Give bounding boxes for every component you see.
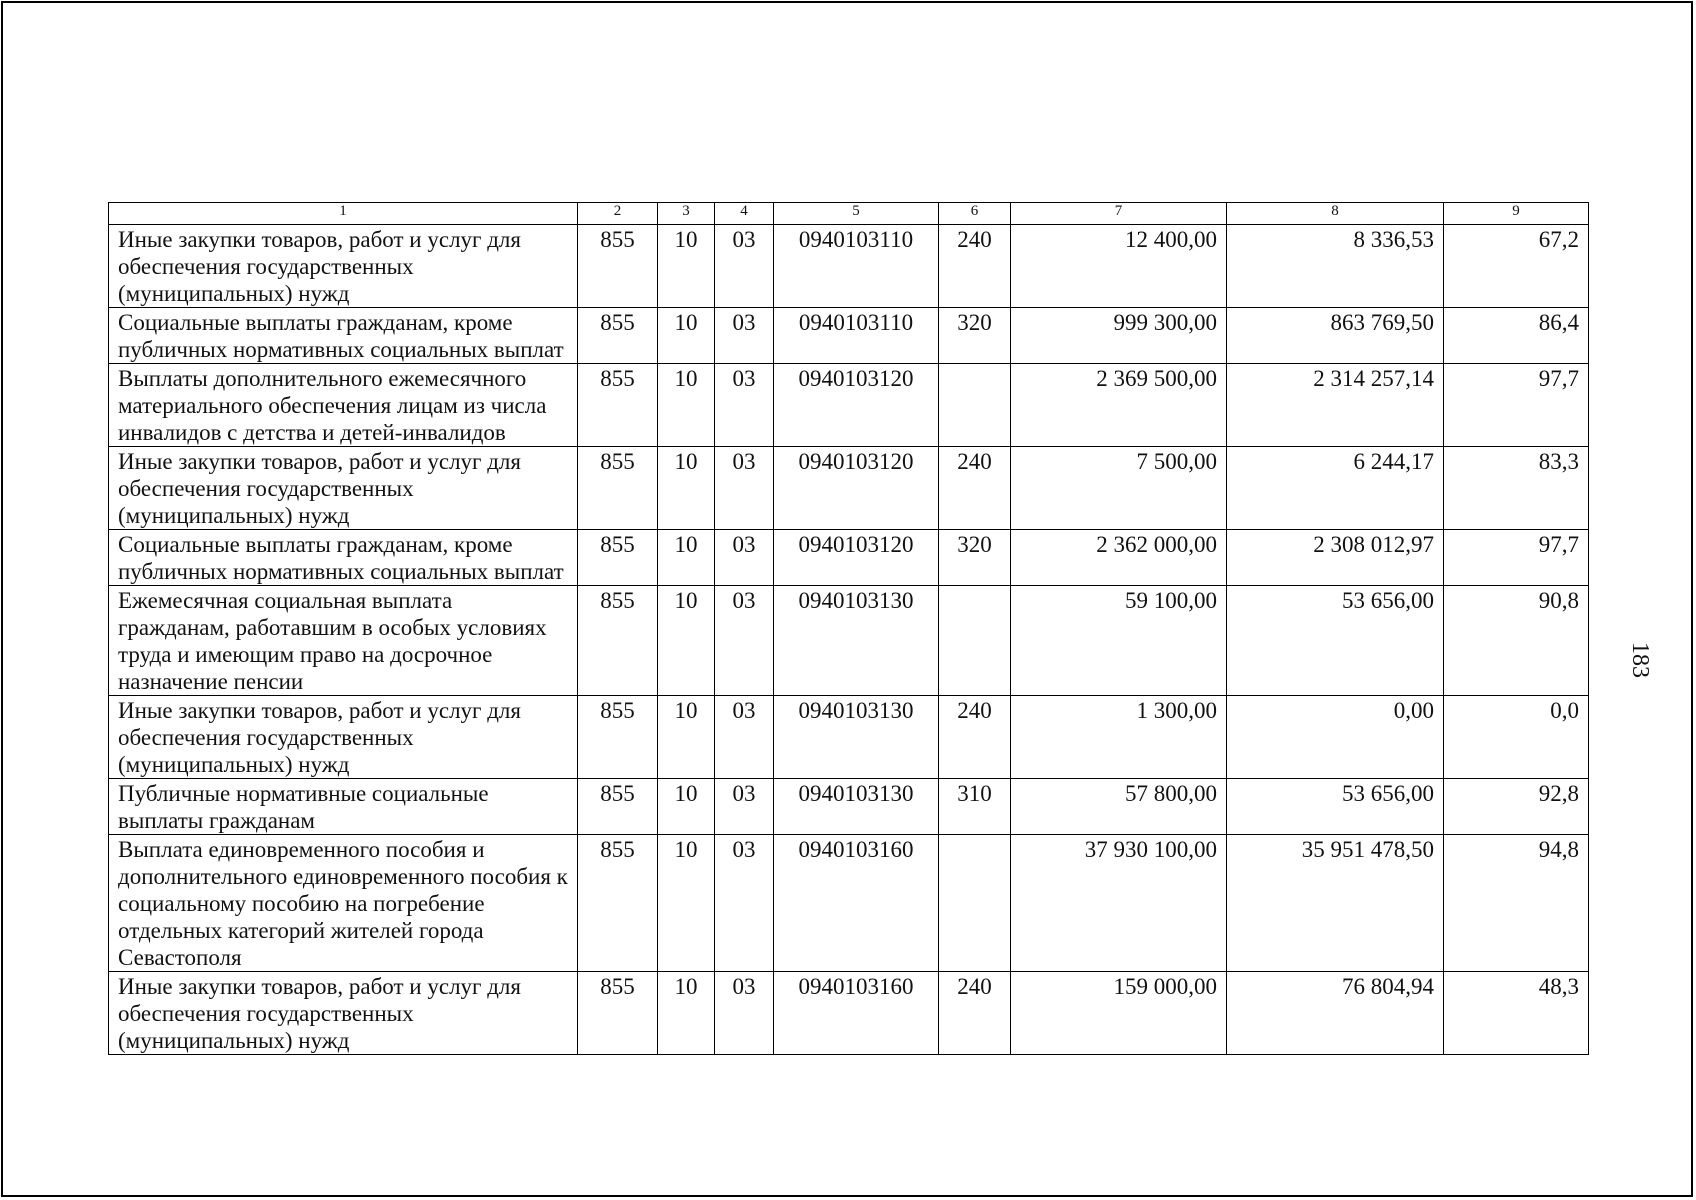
row-name: Ежемесячная социальная выплата гражданам, работавшим в особых условиях труда и имеющим право на досрочное назначение пенсии [109, 586, 578, 696]
cell-executed: 8 336,53 [1227, 225, 1444, 308]
cell-planned: 159 000,00 [1011, 972, 1227, 1055]
cell-percent: 97,7 [1444, 530, 1589, 586]
cell-ministry-code: 855 [578, 779, 658, 835]
cell-expense-type [939, 835, 1011, 972]
cell-executed: 76 804,94 [1227, 972, 1444, 1055]
table-row [109, 447, 1589, 530]
column-header: 5 [774, 203, 939, 225]
cell-subsection: 03 [715, 835, 774, 972]
table-row [109, 225, 1589, 308]
cell-expense-type: 240 [939, 972, 1011, 1055]
cell-section: 10 [658, 779, 715, 835]
cell-target-article: 0940103160 [774, 835, 939, 972]
cell-planned: 59 100,00 [1011, 586, 1227, 696]
cell-target-article: 0940103110 [774, 225, 939, 308]
cell-percent: 97,7 [1444, 364, 1589, 447]
cell-planned: 1 300,00 [1011, 696, 1227, 779]
cell-percent: 92,8 [1444, 779, 1589, 835]
cell-percent: 67,2 [1444, 225, 1589, 308]
cell-ministry-code: 855 [578, 835, 658, 972]
cell-executed: 2 314 257,14 [1227, 364, 1444, 447]
row-name: Иные закупки товаров, работ и услуг для обеспечения государственных (муниципальных) нужд [109, 972, 578, 1055]
cell-executed: 863 769,50 [1227, 308, 1444, 364]
cell-section: 10 [658, 696, 715, 779]
cell-ministry-code: 855 [578, 447, 658, 530]
cell-executed: 53 656,00 [1227, 779, 1444, 835]
cell-planned: 57 800,00 [1011, 779, 1227, 835]
cell-subsection: 03 [715, 447, 774, 530]
cell-executed: 0,00 [1227, 696, 1444, 779]
cell-subsection: 03 [715, 530, 774, 586]
cell-section: 10 [658, 364, 715, 447]
cell-ministry-code: 855 [578, 364, 658, 447]
cell-target-article: 0940103120 [774, 447, 939, 530]
budget-table [108, 202, 1589, 1055]
cell-expense-type: 240 [939, 225, 1011, 308]
row-name: Социальные выплаты гражданам, кроме публичных нормативных социальных выплат [109, 530, 578, 586]
table-row [109, 308, 1589, 364]
cell-ministry-code: 855 [578, 530, 658, 586]
column-header: 3 [658, 203, 715, 225]
table-row [109, 835, 1589, 972]
cell-executed: 2 308 012,97 [1227, 530, 1444, 586]
cell-target-article: 0940103110 [774, 308, 939, 364]
cell-subsection: 03 [715, 972, 774, 1055]
cell-target-article: 0940103130 [774, 586, 939, 696]
column-header: 1 [109, 203, 578, 225]
column-header: 2 [578, 203, 658, 225]
row-name: Иные закупки товаров, работ и услуг для обеспечения государственных (муниципальных) нужд [109, 696, 578, 779]
cell-subsection: 03 [715, 696, 774, 779]
cell-expense-type: 240 [939, 696, 1011, 779]
cell-percent: 0,0 [1444, 696, 1589, 779]
page-number: 183 [1627, 642, 1654, 678]
cell-percent: 48,3 [1444, 972, 1589, 1055]
table-row [109, 972, 1589, 1055]
cell-ministry-code: 855 [578, 308, 658, 364]
cell-subsection: 03 [715, 225, 774, 308]
cell-expense-type: 320 [939, 530, 1011, 586]
cell-expense-type: 320 [939, 308, 1011, 364]
cell-subsection: 03 [715, 779, 774, 835]
cell-section: 10 [658, 972, 715, 1055]
cell-section: 10 [658, 530, 715, 586]
cell-section: 10 [658, 225, 715, 308]
cell-section: 10 [658, 835, 715, 972]
row-name: Выплаты дополнительного ежемесячного материального обеспечения лицам из числа инвалидов с детства и детей-инвалидов [109, 364, 578, 447]
column-header: 8 [1227, 203, 1444, 225]
cell-percent: 94,8 [1444, 835, 1589, 972]
row-name: Социальные выплаты гражданам, кроме публичных нормативных социальных выплат [109, 308, 578, 364]
cell-ministry-code: 855 [578, 225, 658, 308]
table-row [109, 364, 1589, 447]
table-row [109, 586, 1589, 696]
cell-subsection: 03 [715, 586, 774, 696]
row-name: Выплата единовременного пособия и дополнительного единовременного пособия к социальному пособию на погребение отдельных категорий жителей города Севастополя [109, 835, 578, 972]
cell-target-article: 0940103120 [774, 364, 939, 447]
cell-section: 10 [658, 308, 715, 364]
cell-subsection: 03 [715, 364, 774, 447]
cell-planned: 2 362 000,00 [1011, 530, 1227, 586]
cell-section: 10 [658, 586, 715, 696]
table-row [109, 696, 1589, 779]
table-row [109, 530, 1589, 586]
cell-target-article: 0940103120 [774, 530, 939, 586]
cell-percent: 86,4 [1444, 308, 1589, 364]
cell-percent: 90,8 [1444, 586, 1589, 696]
cell-executed: 6 244,17 [1227, 447, 1444, 530]
row-name: Публичные нормативные социальные выплаты гражданам [109, 779, 578, 835]
cell-planned: 999 300,00 [1011, 308, 1227, 364]
cell-ministry-code: 855 [578, 696, 658, 779]
column-header: 9 [1444, 203, 1589, 225]
cell-expense-type [939, 364, 1011, 447]
column-number-header-row [109, 203, 1589, 225]
cell-expense-type: 240 [939, 447, 1011, 530]
cell-section: 10 [658, 447, 715, 530]
table-row [109, 779, 1589, 835]
row-name: Иные закупки товаров, работ и услуг для обеспечения государственных (муниципальных) нужд [109, 447, 578, 530]
column-header: 6 [939, 203, 1011, 225]
cell-executed: 53 656,00 [1227, 586, 1444, 696]
cell-subsection: 03 [715, 308, 774, 364]
cell-expense-type: 310 [939, 779, 1011, 835]
cell-target-article: 0940103130 [774, 779, 939, 835]
cell-executed: 35 951 478,50 [1227, 835, 1444, 972]
cell-target-article: 0940103160 [774, 972, 939, 1055]
cell-planned: 2 369 500,00 [1011, 364, 1227, 447]
cell-planned: 7 500,00 [1011, 447, 1227, 530]
cell-planned: 12 400,00 [1011, 225, 1227, 308]
cell-ministry-code: 855 [578, 972, 658, 1055]
cell-target-article: 0940103130 [774, 696, 939, 779]
cell-expense-type [939, 586, 1011, 696]
cell-ministry-code: 855 [578, 586, 658, 696]
column-header: 7 [1011, 203, 1227, 225]
cell-percent: 83,3 [1444, 447, 1589, 530]
column-header: 4 [715, 203, 774, 225]
row-name: Иные закупки товаров, работ и услуг для обеспечения государственных (муниципальных) нужд [109, 225, 578, 308]
cell-planned: 37 930 100,00 [1011, 835, 1227, 972]
